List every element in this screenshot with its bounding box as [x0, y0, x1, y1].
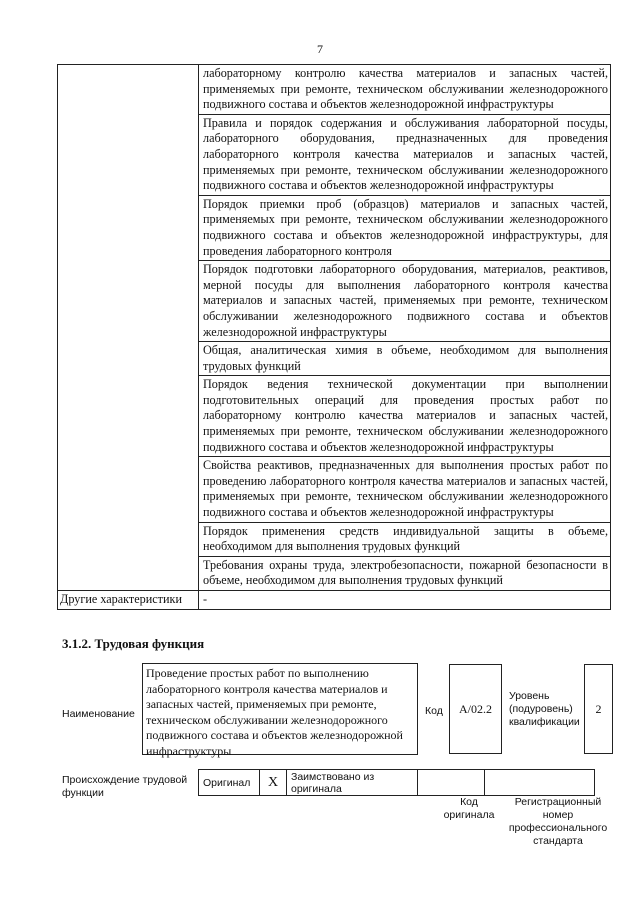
other-characteristics-label: Другие характеристики	[58, 591, 199, 610]
code-label: Код	[425, 705, 443, 717]
requirement-text: -	[203, 592, 208, 606]
requirement-cell	[199, 457, 611, 522]
table-row	[199, 770, 595, 796]
name-label: Наименование	[62, 708, 135, 720]
original-label: Оригинал	[199, 770, 260, 796]
table-row	[58, 65, 611, 115]
requirement-cell	[199, 342, 611, 376]
requirements-table	[57, 64, 611, 610]
requirement-text: Порядок применения средств индивидуальной защиты в объеме, необходимом для выполнения трудовых функций	[203, 523, 608, 554]
table-left-cell	[58, 65, 199, 591]
qualification-level-label: Уровень (подуровень) квалификации	[509, 690, 580, 728]
reg-number-cell	[485, 770, 595, 796]
original-code-caption: Код оригинала	[443, 796, 495, 821]
original-code-cell	[418, 770, 485, 796]
requirement-text: Порядок ведения технической документации при выполнении подготовительных операций для проведения простых работ по лабораторному контролю качества материалов и запасных частей, применяемых при ремонте, техническом обслуживании железнодорожного подвижного состава и объектов железнодорожной инфраструктуры	[203, 377, 608, 454]
table-row	[58, 591, 611, 610]
original-mark: X	[260, 770, 287, 796]
requirement-text: Общая, аналитическая химия в объеме, необходимом для выполнения трудовых функций	[203, 343, 608, 373]
section-heading: 3.1.2. Трудовая функция	[62, 636, 205, 651]
requirement-text: лабораторному контролю качества материалов и запасных частей, применяемых при ремонте, техническом обслуживании железнодорожного подвижного состава и объектов железнодорожной инфраструктуры	[203, 66, 608, 112]
function-name-box: Проведение простых работ по выполнению лабораторного контроля качества материалов и запасных частей, применяемых при ремонте, техническом обслуживании железнодорожного подвижного состава и объектов железнодорожной инфраструктуры	[142, 663, 418, 755]
requirement-text: Порядок приемки проб (образцов) материалов и запасных частей, применяемых при ремонте, техническом обслуживании железнодорожного подвижного состава и объектов железнодорожной инфраструктуры, для проведения лабораторного контроля	[203, 196, 608, 258]
origin-label: Происхождение трудовой функции	[62, 774, 188, 799]
requirement-cell	[199, 522, 611, 556]
borrowed-label: Заимствовано из оригинала	[287, 770, 418, 796]
requirement-cell	[199, 556, 611, 590]
page-number: 7	[317, 42, 323, 56]
requirement-text: Правила и порядок содержания и обслуживания лабораторной посуды, лабораторного оборудования, предназначенных для проведения лабораторного контроля качества материалов и запасных частей, применяемых при ремонте, техническом обслуживании железнодорожного подвижного состава и объектов железнодорожной инфраструктуры	[203, 115, 608, 193]
requirement-text: Свойства реактивов, предназначенных для выполнения простых работ по проведению лабораторного контроля качества материалов и запасных частей, применяемых при ремонте, техническом обслуживании железнодорожного подвижного состава и объектов железнодорожной инфраструктуры	[203, 458, 608, 520]
reg-number-caption: Регистрационный номер профессионального стандарта	[508, 796, 608, 847]
requirement-cell	[199, 261, 611, 342]
requirement-cell	[199, 195, 611, 260]
requirement-cell	[199, 376, 611, 457]
origin-table	[198, 769, 595, 796]
requirement-cell	[199, 65, 611, 115]
function-code-box: A/02.2	[449, 664, 502, 754]
requirement-text: Порядок подготовки лабораторного оборудования, материалов, реактивов, мерной посуды для выполнения лабораторного контроля качества материалов и запасных частей, применяемых при ремонте, техническом обслуживании железнодорожного подвижного состава и объектов железнодорожной инфраструктуры	[203, 262, 608, 339]
requirement-cell	[199, 114, 611, 195]
requirement-text: Требования охраны труда, электробезопасности, пожарной безопасности в объеме, необходимом для выполнения трудовых функций	[203, 557, 608, 588]
qualification-level-box: 2	[584, 664, 613, 754]
other-characteristics-value	[199, 591, 611, 610]
